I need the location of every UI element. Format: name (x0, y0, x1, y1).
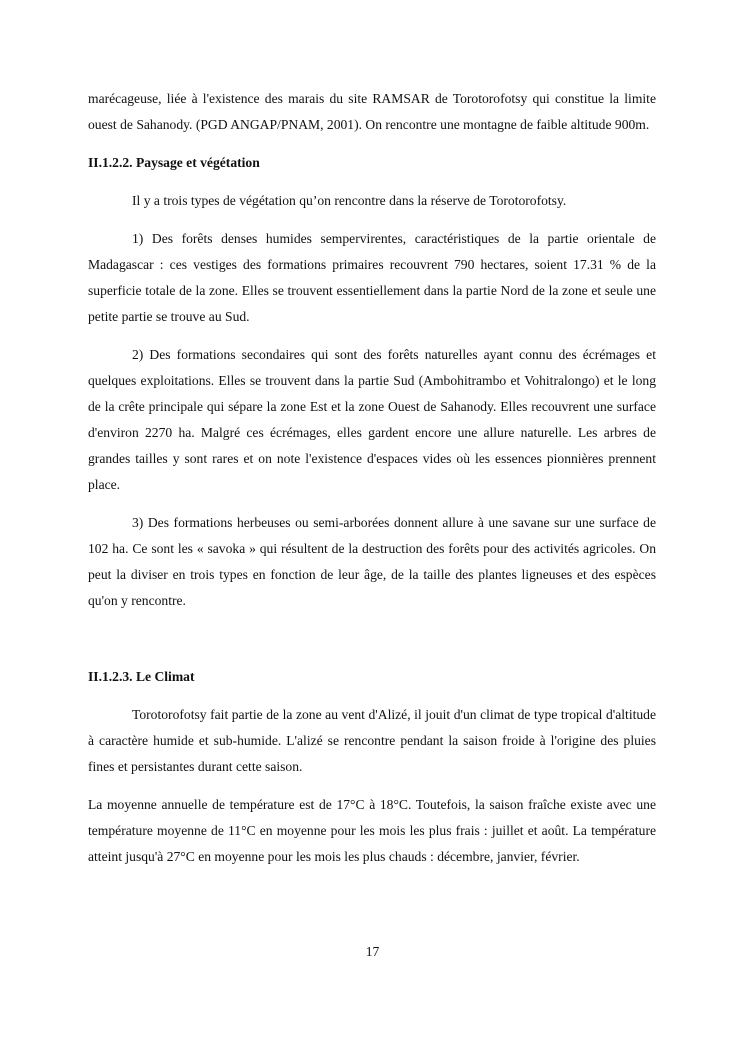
section-heading-paysage-vegetation: II.1.2.2. Paysage et végétation (88, 155, 260, 170)
paragraph-formations-secondaires: 2) Des formations secondaires qui sont des forêts naturelles ayant connu des écrémages et quelques exploitations. Elles se trouvent dans la partie Sud (Ambohitrambo et Vohitralongo) et le long de la crête principale qui sépare la zone Est et la zone Ouest de Sahanody. Elles recouvrent une surface d'environ 2270 ha. Malgré ces écrémages, elles gardent encore une allure naturelle. Les arbres de grandes tailles y sont rares et on note l'existence d'espaces vides où les essences pionnières prennent place. (88, 347, 656, 492)
section-heading-climat: II.1.2.3. Le Climat (88, 669, 195, 684)
paragraph-intro-continuation: marécageuse, liée à l'existence des marais du site RAMSAR de Torotorofotsy qui constitue la limite ouest de Sahanody. (PGD ANGAP/PNAM, 2001). On rencontre une montagne de faible altitude 900m. (88, 91, 656, 132)
paragraph-climat-alize: Torotorofotsy fait partie de la zone au vent d'Alizé, il jouit d'un climat de type tropical d'altitude à caractère humide et sub-humide. L'alizé se rencontre pendant la saison froide à l'origine des pluies fines et persistantes durant cette saison. (88, 707, 656, 774)
page-body (88, 86, 656, 870)
page-number: 17 (365, 944, 380, 959)
paragraph-vegetation-types: Il y a trois types de végétation qu’on rencontre dans la réserve de Torotorofotsy. (132, 193, 567, 208)
paragraph-forets-denses: 1) Des forêts denses humides sempervirentes, caractéristiques de la partie orientale de Madagascar : ces vestiges des formations primaires recouvrent 790 hectares, soient 17.31 % de la superficie totale de la zone. Elles se trouvent essentiellement dans la partie Nord de la zone et seule une petite partie se trouve au Sud. (88, 231, 656, 324)
paragraph-temperature: La moyenne annuelle de température est de 17°C à 18°C. Toutefois, la saison fraîche existe avec une température moyenne de 11°C en moyenne pour les mois les plus frais : juillet et août. La température atteint jusqu'à 27°C en moyenne pour les mois les plus chauds : décembre, janvier, février. (88, 797, 656, 864)
paragraph-formations-herbeuses: 3) Des formations herbeuses ou semi-arborées donnent allure à une savane sur une surface de 102 ha. Ce sont les « savoka » qui résultent de la destruction des forêts pour des activités agricoles. On peut la diviser en trois types en fonction de leur âge, de la taille des plantes ligneuses et des espèces qu'on y rencontre. (88, 515, 656, 608)
